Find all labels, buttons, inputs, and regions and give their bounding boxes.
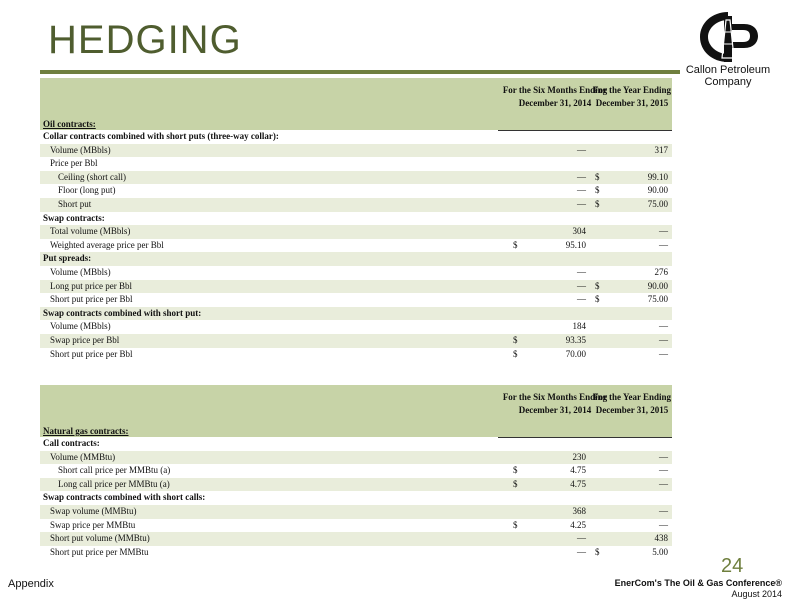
currency-symbol-1: $ <box>513 348 518 359</box>
row-label: Swap contracts combined with short calls: <box>43 492 206 503</box>
currency-symbol-1: $ <box>513 334 518 345</box>
row-label: Short call price per MMBtu (a) <box>58 465 171 476</box>
currency-symbol-2: $ <box>595 546 600 557</box>
value-2014: 95.10 <box>565 239 586 250</box>
table-row <box>40 252 672 266</box>
row-label: Long call price per MMBtu (a) <box>58 478 170 489</box>
table-row <box>40 184 672 198</box>
value-2014: 304 <box>572 226 586 237</box>
table-row <box>40 437 672 451</box>
currency-symbol-1: $ <box>513 519 518 530</box>
value-2015: — <box>659 334 668 345</box>
company-logo <box>678 10 778 90</box>
row-label: Floor (long put) <box>58 185 116 196</box>
value-2014: — <box>577 144 586 155</box>
table-row <box>40 334 672 348</box>
table-row <box>40 505 672 519</box>
conference-name: EnerCom's The Oil & Gas Conference® <box>614 578 782 588</box>
footer-section-label: Appendix <box>8 578 54 590</box>
row-label: Short put price per Bbl <box>50 348 133 359</box>
table-row <box>40 451 672 465</box>
value-2014: — <box>577 280 586 291</box>
value-2015: 75.00 <box>647 294 668 305</box>
table-row <box>40 348 672 362</box>
value-2014: — <box>577 266 586 277</box>
page-number: 24 <box>721 555 744 577</box>
logo-line2: Company <box>704 76 752 88</box>
value-2015: — <box>659 465 668 476</box>
table-row <box>40 478 672 492</box>
table-row <box>40 225 672 239</box>
conference-date: August 2014 <box>731 589 782 599</box>
gas-col2-header: For the Year Ending December 31, 2015 <box>592 391 672 438</box>
oil-col2-header: For the Year Ending December 31, 2015 <box>592 84 672 131</box>
value-2015: — <box>659 321 668 332</box>
table-row <box>40 212 672 226</box>
row-label: Total volume (MBbls) <box>50 226 131 237</box>
row-label: Short put volume (MMBtu) <box>50 533 150 544</box>
value-2015: 438 <box>654 533 668 544</box>
page-title: HEDGING <box>48 18 242 62</box>
value-2014: — <box>577 198 586 209</box>
row-label: Short put price per Bbl <box>50 294 133 305</box>
logo-text <box>678 64 778 88</box>
row-label: Volume (MBbls) <box>50 144 111 155</box>
value-2014: — <box>577 294 586 305</box>
value-2015: 99.10 <box>647 171 668 182</box>
row-label: Volume (MMBtu) <box>50 451 116 462</box>
value-2014: 4.25 <box>570 519 586 530</box>
logo-line1: Callon Petroleum <box>685 64 771 76</box>
row-label: Swap price per Bbl <box>50 334 120 345</box>
table-row <box>40 532 672 546</box>
row-label: Short put price per MMBtu <box>50 546 149 557</box>
table-row <box>40 266 672 280</box>
value-2014: — <box>577 185 586 196</box>
value-2015: 5.00 <box>652 546 668 557</box>
value-2014: 230 <box>572 451 586 462</box>
currency-symbol-1: $ <box>513 239 518 250</box>
value-2014: — <box>577 546 586 557</box>
row-label: Volume (MBbls) <box>50 321 111 332</box>
row-label: Ceiling (short call) <box>58 171 126 182</box>
value-2014: — <box>577 533 586 544</box>
table-row <box>40 144 672 158</box>
currency-symbol-2: $ <box>595 294 600 305</box>
currency-symbol-1: $ <box>513 478 518 489</box>
value-2015: 75.00 <box>647 198 668 209</box>
row-label: Short put <box>58 198 92 209</box>
value-2014: 184 <box>572 321 586 332</box>
title-divider <box>40 70 680 74</box>
row-label: Swap contracts: <box>43 212 105 223</box>
table-row <box>40 546 672 560</box>
oil-col1-header: For the Six Months Ending December 31, 2014 <box>498 84 612 131</box>
oil-table-header <box>40 78 672 130</box>
row-label: Volume (MBbls) <box>50 266 111 277</box>
table-row <box>40 239 672 253</box>
value-2015: 90.00 <box>647 185 668 196</box>
table-row <box>40 307 672 321</box>
table-row <box>40 198 672 212</box>
currency-symbol-2: $ <box>595 280 600 291</box>
value-2015: — <box>659 519 668 530</box>
value-2014: 368 <box>572 505 586 516</box>
gas-table-body <box>40 437 672 559</box>
row-label: Swap contracts combined with short put: <box>43 307 202 318</box>
footer-conference <box>615 578 782 600</box>
value-2015: 90.00 <box>647 280 668 291</box>
row-label: Long put price per Bbl <box>50 280 132 291</box>
value-2015: 276 <box>654 266 668 277</box>
currency-symbol-2: $ <box>595 171 600 182</box>
currency-symbol-2: $ <box>595 198 600 209</box>
table-row <box>40 130 672 144</box>
value-2015: — <box>659 505 668 516</box>
value-2014: — <box>577 171 586 182</box>
table-row <box>40 464 672 478</box>
derrick-logo-icon <box>694 10 762 64</box>
currency-symbol-1: $ <box>513 465 518 476</box>
table-row <box>40 519 672 533</box>
row-label: Swap price per MMBtu <box>50 519 136 530</box>
table-row <box>40 293 672 307</box>
value-2015: — <box>659 239 668 250</box>
row-label: Price per Bbl <box>50 158 98 169</box>
row-label: Weighted average price per Bbl <box>50 239 164 250</box>
gas-table-header <box>40 385 672 437</box>
table-row <box>40 171 672 185</box>
row-label: Collar contracts combined with short puts (three-way collar): <box>43 131 279 141</box>
value-2014: 4.75 <box>570 478 586 489</box>
value-2015: — <box>659 226 668 237</box>
oil-table-body <box>40 130 672 361</box>
row-label: Call contracts: <box>43 438 100 448</box>
gas-table-caption: Natural gas contracts: <box>43 426 129 436</box>
gas-col1-header: For the Six Months Ending December 31, 2014 <box>498 391 612 438</box>
row-label: Swap volume (MMBtu) <box>50 505 137 516</box>
table-row <box>40 491 672 505</box>
table-row <box>40 320 672 334</box>
row-label: Put spreads: <box>43 253 92 264</box>
oil-table-caption: Oil contracts: <box>43 119 96 129</box>
gas-contracts-table <box>40 385 672 559</box>
value-2015: — <box>659 348 668 359</box>
value-2014: 70.00 <box>565 348 586 359</box>
value-2015: 317 <box>654 144 668 155</box>
value-2015: — <box>659 478 668 489</box>
oil-contracts-table <box>40 78 672 361</box>
value-2015: — <box>659 451 668 462</box>
currency-symbol-2: $ <box>595 185 600 196</box>
table-row <box>40 280 672 294</box>
value-2014: 93.35 <box>565 334 586 345</box>
value-2014: 4.75 <box>570 465 586 476</box>
table-row <box>40 157 672 171</box>
